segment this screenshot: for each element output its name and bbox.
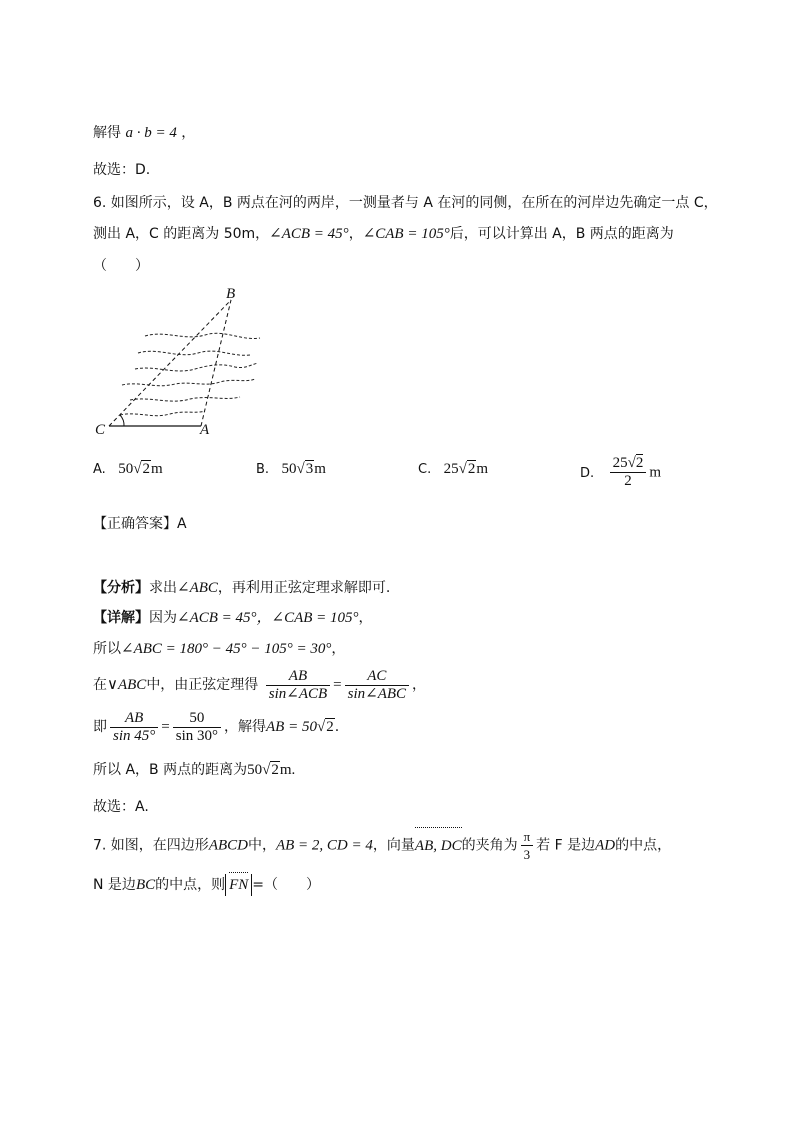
- vector-fn: FN: [229, 874, 248, 896]
- q5-solve-suffix: ，: [181, 125, 196, 141]
- equals: =: [333, 677, 342, 693]
- q7-text-8: 的中点，则: [155, 877, 226, 893]
- label-c: C: [95, 422, 106, 438]
- segment-ab: [201, 300, 231, 426]
- option-value: 50√3m: [281, 461, 326, 477]
- q5-solve-expr: a · b = 4: [125, 125, 177, 141]
- so-comma: ，: [331, 641, 346, 657]
- label-a: A: [200, 422, 210, 438]
- law-comma: ，: [412, 677, 427, 693]
- triangle-abc: ∨ABC: [107, 677, 147, 693]
- q6-answer-blank: （ ）: [93, 258, 149, 274]
- q7-text-5: 若 F 是边: [536, 837, 596, 854]
- q5-solve-prefix: 解得: [93, 125, 121, 141]
- option-label: B.: [256, 462, 270, 477]
- q6-stem-text-2: 后，可以计算出 A，B 两点的距离为: [449, 226, 674, 242]
- analysis-text: 求出: [149, 580, 177, 596]
- option-label: C.: [418, 462, 432, 477]
- q7-stem-line1: [93, 828, 671, 863]
- q5-solve-line: [93, 123, 195, 143]
- so-text: 所以: [93, 641, 121, 657]
- q5-answer: 故选：D.: [93, 162, 151, 178]
- detail-comma: ，: [358, 610, 373, 626]
- option-label: D.: [580, 465, 595, 481]
- q6-stem-line1: 6. 如图所示，设 A，B 两点在河的两岸，一测量者与 A 在河的同侧，在所在的河岸边先确定一点 C，: [93, 195, 718, 211]
- ie-text: 即: [93, 719, 107, 735]
- abs-fn: [225, 874, 252, 896]
- q7-text-2: 中，: [247, 837, 276, 854]
- conclusion-value: 50√2m.: [247, 762, 296, 778]
- q7-text-3: ，向量: [372, 837, 415, 854]
- q6-angle-cab: ∠CAB = 105°: [362, 226, 450, 242]
- quad-abcd: ABCD: [208, 837, 248, 854]
- conclusion-line: [93, 760, 295, 780]
- option-c[interactable]: [418, 461, 488, 478]
- law-text-2: 中，由正弦定理得: [146, 677, 259, 693]
- q7-text: 7. 如图，在四边形: [93, 837, 209, 854]
- q7-text-7: N 是边: [93, 877, 136, 893]
- analysis-angle: ∠ABC: [177, 580, 218, 596]
- so-angle-line: [93, 639, 345, 659]
- conclusion-text: 所以 A，B 两点的距离为: [93, 762, 248, 778]
- vectors-ab-dc: AB, DC: [415, 829, 462, 863]
- option-d[interactable]: [580, 455, 661, 490]
- angle-arc-c: [120, 415, 124, 426]
- fraction-pi-3: $\frac{\pi}{3}$: [521, 828, 534, 863]
- analysis-line: [93, 578, 390, 598]
- q6-stem-text: 测出 A，C 的距离为 50m，: [93, 226, 270, 242]
- side-ad: AD: [595, 837, 616, 854]
- option-a[interactable]: [93, 461, 163, 478]
- river-diagram: [90, 283, 270, 438]
- substitution-line: [93, 707, 339, 747]
- detail-text: 因为: [149, 610, 177, 626]
- fraction-50-sin30: $\frac{50}{\sin 30^\circ}$: [173, 710, 221, 745]
- ie-text-2: ，解得: [224, 719, 266, 735]
- ab-result: AB = 50: [266, 719, 317, 735]
- side-bc: BC: [135, 877, 156, 893]
- option-d-fraction: $\frac{25√2}{2}$: [610, 455, 647, 490]
- q6-choose: 故选：A.: [93, 799, 149, 815]
- option-b[interactable]: [256, 461, 326, 478]
- law-text: 在: [93, 677, 107, 693]
- detail-angles: ∠ACB = 45°，∠CAB = 105°: [177, 610, 359, 626]
- q7-text-6: 的中点，: [615, 837, 672, 854]
- analysis-text-2: ，再利用正弦定理求解即可.: [217, 580, 391, 596]
- q7-stem-line2: [93, 872, 320, 898]
- option-label: A.: [93, 462, 106, 477]
- q7-answer-blank: =（ ）: [252, 877, 321, 893]
- option-value: 25√2m: [443, 461, 489, 477]
- equals: =: [161, 719, 170, 735]
- ab-result-radical: √2: [316, 719, 334, 735]
- correct-answer: 【正确答案】A: [93, 516, 187, 532]
- q6-angle-acb: ∠ACB = 45°: [269, 226, 349, 242]
- detail-tag: 【详解】: [93, 610, 149, 626]
- river-waves: [120, 333, 260, 415]
- option-value: 50√2m: [118, 461, 163, 477]
- fraction-ac-sinabc: $\frac{AC}{\text{sin∠ABC}}$: [345, 668, 409, 703]
- analysis-tag: 【分析】: [93, 580, 149, 596]
- q7-text-4: 的夹角为: [461, 837, 518, 854]
- detail-line: [93, 608, 373, 628]
- q6-stem-line2: [93, 224, 674, 244]
- ie-period: .: [334, 719, 340, 735]
- angle-abc-calc: ∠ABC = 180° − 45° − 105° = 30°: [121, 641, 332, 657]
- label-b: B: [226, 286, 236, 302]
- fraction-ab-sin45: $\frac{AB}{\sin 45^\circ}$: [110, 710, 158, 745]
- q7-given: AB = 2, CD = 4: [275, 837, 373, 854]
- fraction-ab-sinacb: $\frac{AB}{\text{sin∠ACB}}$: [266, 668, 330, 703]
- q6-comma: ，: [348, 226, 363, 242]
- law-of-sines-line: [93, 665, 426, 705]
- segment-cb: [109, 300, 231, 426]
- option-d-unit: m: [649, 464, 662, 481]
